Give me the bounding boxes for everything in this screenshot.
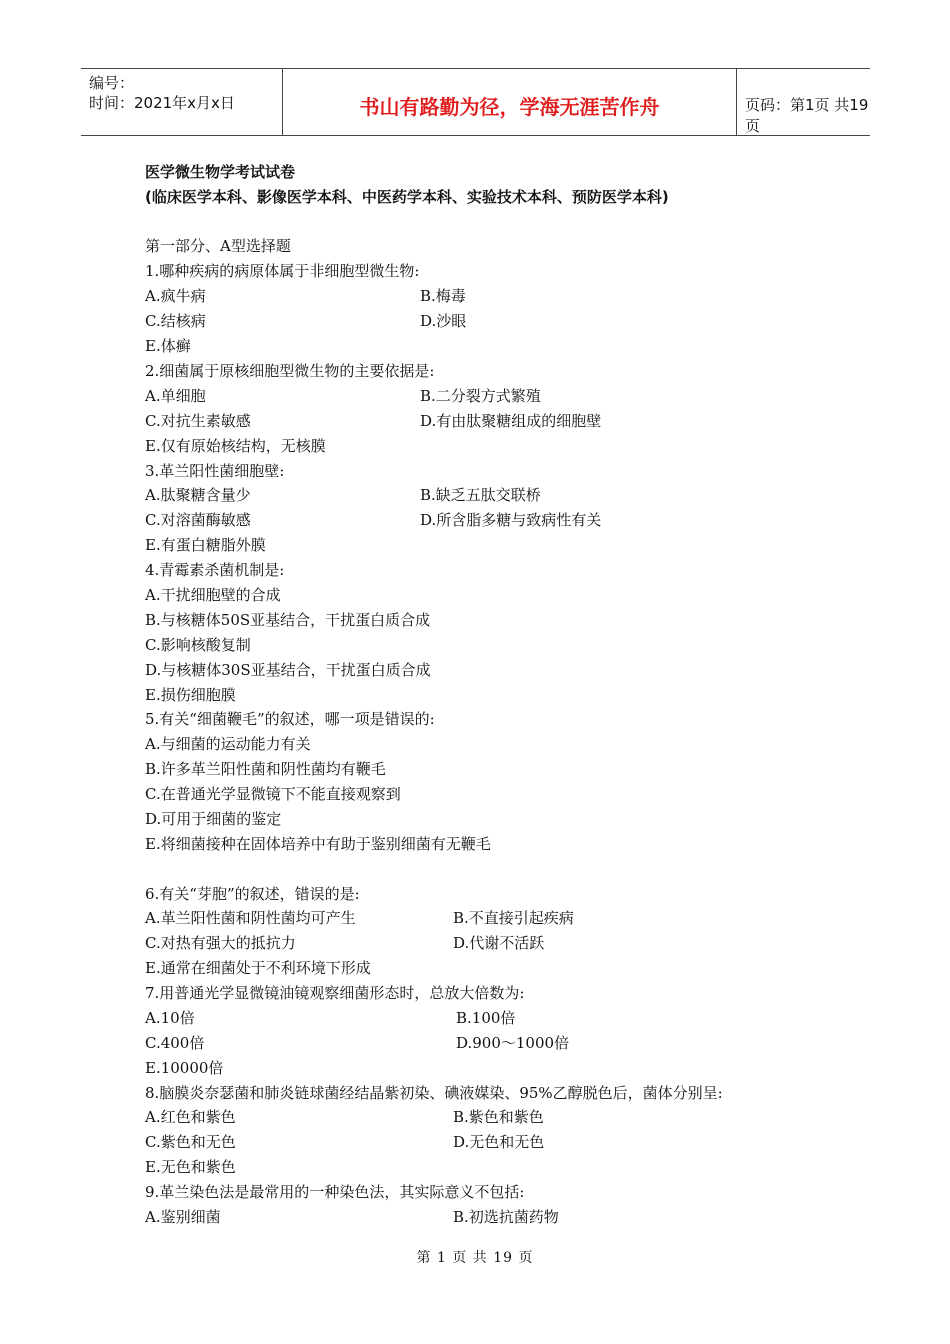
header-middle-cell [282,69,737,135]
option: B.与核糖体50S亚基结合，干扰蛋白质合成 [145,611,431,629]
option: C.对抗生素敏感 [145,412,251,430]
time-label: 时间：2021年x月x日 [89,94,235,112]
option: B.紫色和紫色 [453,1108,544,1126]
doc-subtitle: (临床医学本科、影像医学本科、中医药学本科、实验技术本科、预防医学本科) [145,188,669,206]
option: A.与细菌的运动能力有关 [145,735,311,753]
option: D.无色和无色 [453,1133,545,1151]
question-stem: 9.革兰染色法是最常用的一种染色法，其实际意义不包括: [145,1183,525,1201]
option: B.许多革兰阳性菌和阴性菌均有鞭毛 [145,760,386,778]
option: C.影响核酸复制 [145,636,251,654]
option: B.100倍 [456,1009,516,1027]
option: D.所含脂多糖与致病性有关 [420,511,602,529]
option: A.肽聚糖含量少 [145,486,251,504]
doc-title: 医学微生物学考试试卷 [145,163,296,181]
section-heading: 第一部分、A型选择题 [145,237,291,255]
option: D.有由肽聚糖组成的细胞壁 [420,412,602,430]
page-header [81,68,870,136]
question-stem: 2.细菌属于原核细胞型微生物的主要依据是: [145,362,435,380]
option: A.疯牛病 [145,287,206,305]
option: B.初选抗菌药物 [453,1208,559,1226]
option: B.不直接引起疾病 [453,909,574,927]
option: C.对溶菌酶敏感 [145,511,251,529]
option: E.仅有原始核结构，无核膜 [145,437,326,455]
option: E.将细菌接种在固体培养中有助于鉴别细菌有无鞭毛 [145,835,491,853]
option: C.结核病 [145,312,206,330]
header-right-cell [737,69,870,135]
option: C.在普通光学显微镜下不能直接观察到 [145,785,401,803]
question-stem: 3.革兰阳性菌细胞壁: [145,462,285,480]
option: A.革兰阳性菌和阴性菌均可产生 [145,909,356,927]
option: E.10000倍 [145,1059,224,1077]
question-stem: 7.用普通光学显微镜油镜观察细菌形态时，总放大倍数为: [145,984,525,1002]
option: C.400倍 [145,1034,205,1052]
option: A.干扰细胞壁的合成 [145,586,281,604]
question-stem: 8.脑膜炎奈瑟菌和肺炎链球菌经结晶紫初染、碘液媒染、95%乙醇脱色后，菌体分别呈: [145,1084,723,1102]
option: A.单细胞 [145,387,206,405]
question-stem: 4.青霉素杀菌机制是: [145,561,285,579]
option: B.缺乏五肽交联桥 [420,486,541,504]
option: A.10倍 [145,1009,195,1027]
option: D.900～1000倍 [456,1034,570,1052]
option: B.二分裂方式繁殖 [420,387,541,405]
question-stem: 6.有关“芽胞”的叙述，错误的是: [145,885,360,903]
page-info: 页码：第1页 共19页 [745,96,869,135]
number-label: 编号： [89,74,135,92]
motto: 书山有路勤为径，学海无涯苦作舟 [359,95,660,119]
option: B.梅毒 [420,287,466,305]
option: E.有蛋白糖脂外膜 [145,536,266,554]
option: D.代谢不活跃 [453,934,545,952]
page-footer: 第 1 页 共 19 页 [416,1250,534,1266]
option: A.红色和紫色 [145,1108,236,1126]
option: E.损伤细胞膜 [145,686,236,704]
option: E.通常在细菌处于不利环境下形成 [145,959,371,977]
option: C.紫色和无色 [145,1133,236,1151]
question-stem: 5.有关“细菌鞭毛”的叙述，哪一项是错误的: [145,710,435,728]
option: A.鉴别细菌 [145,1208,221,1226]
option: C.对热有强大的抵抗力 [145,934,296,952]
header-left-cell [81,69,282,135]
option: D.可用于细菌的鉴定 [145,810,282,828]
option: E.体癣 [145,337,191,355]
question-stem: 1.哪种疾病的病原体属于非细胞型微生物: [145,262,420,280]
option: E.无色和紫色 [145,1158,236,1176]
option: D.与核糖体30S亚基结合，干扰蛋白质合成 [145,661,431,679]
option: D.沙眼 [420,312,467,330]
